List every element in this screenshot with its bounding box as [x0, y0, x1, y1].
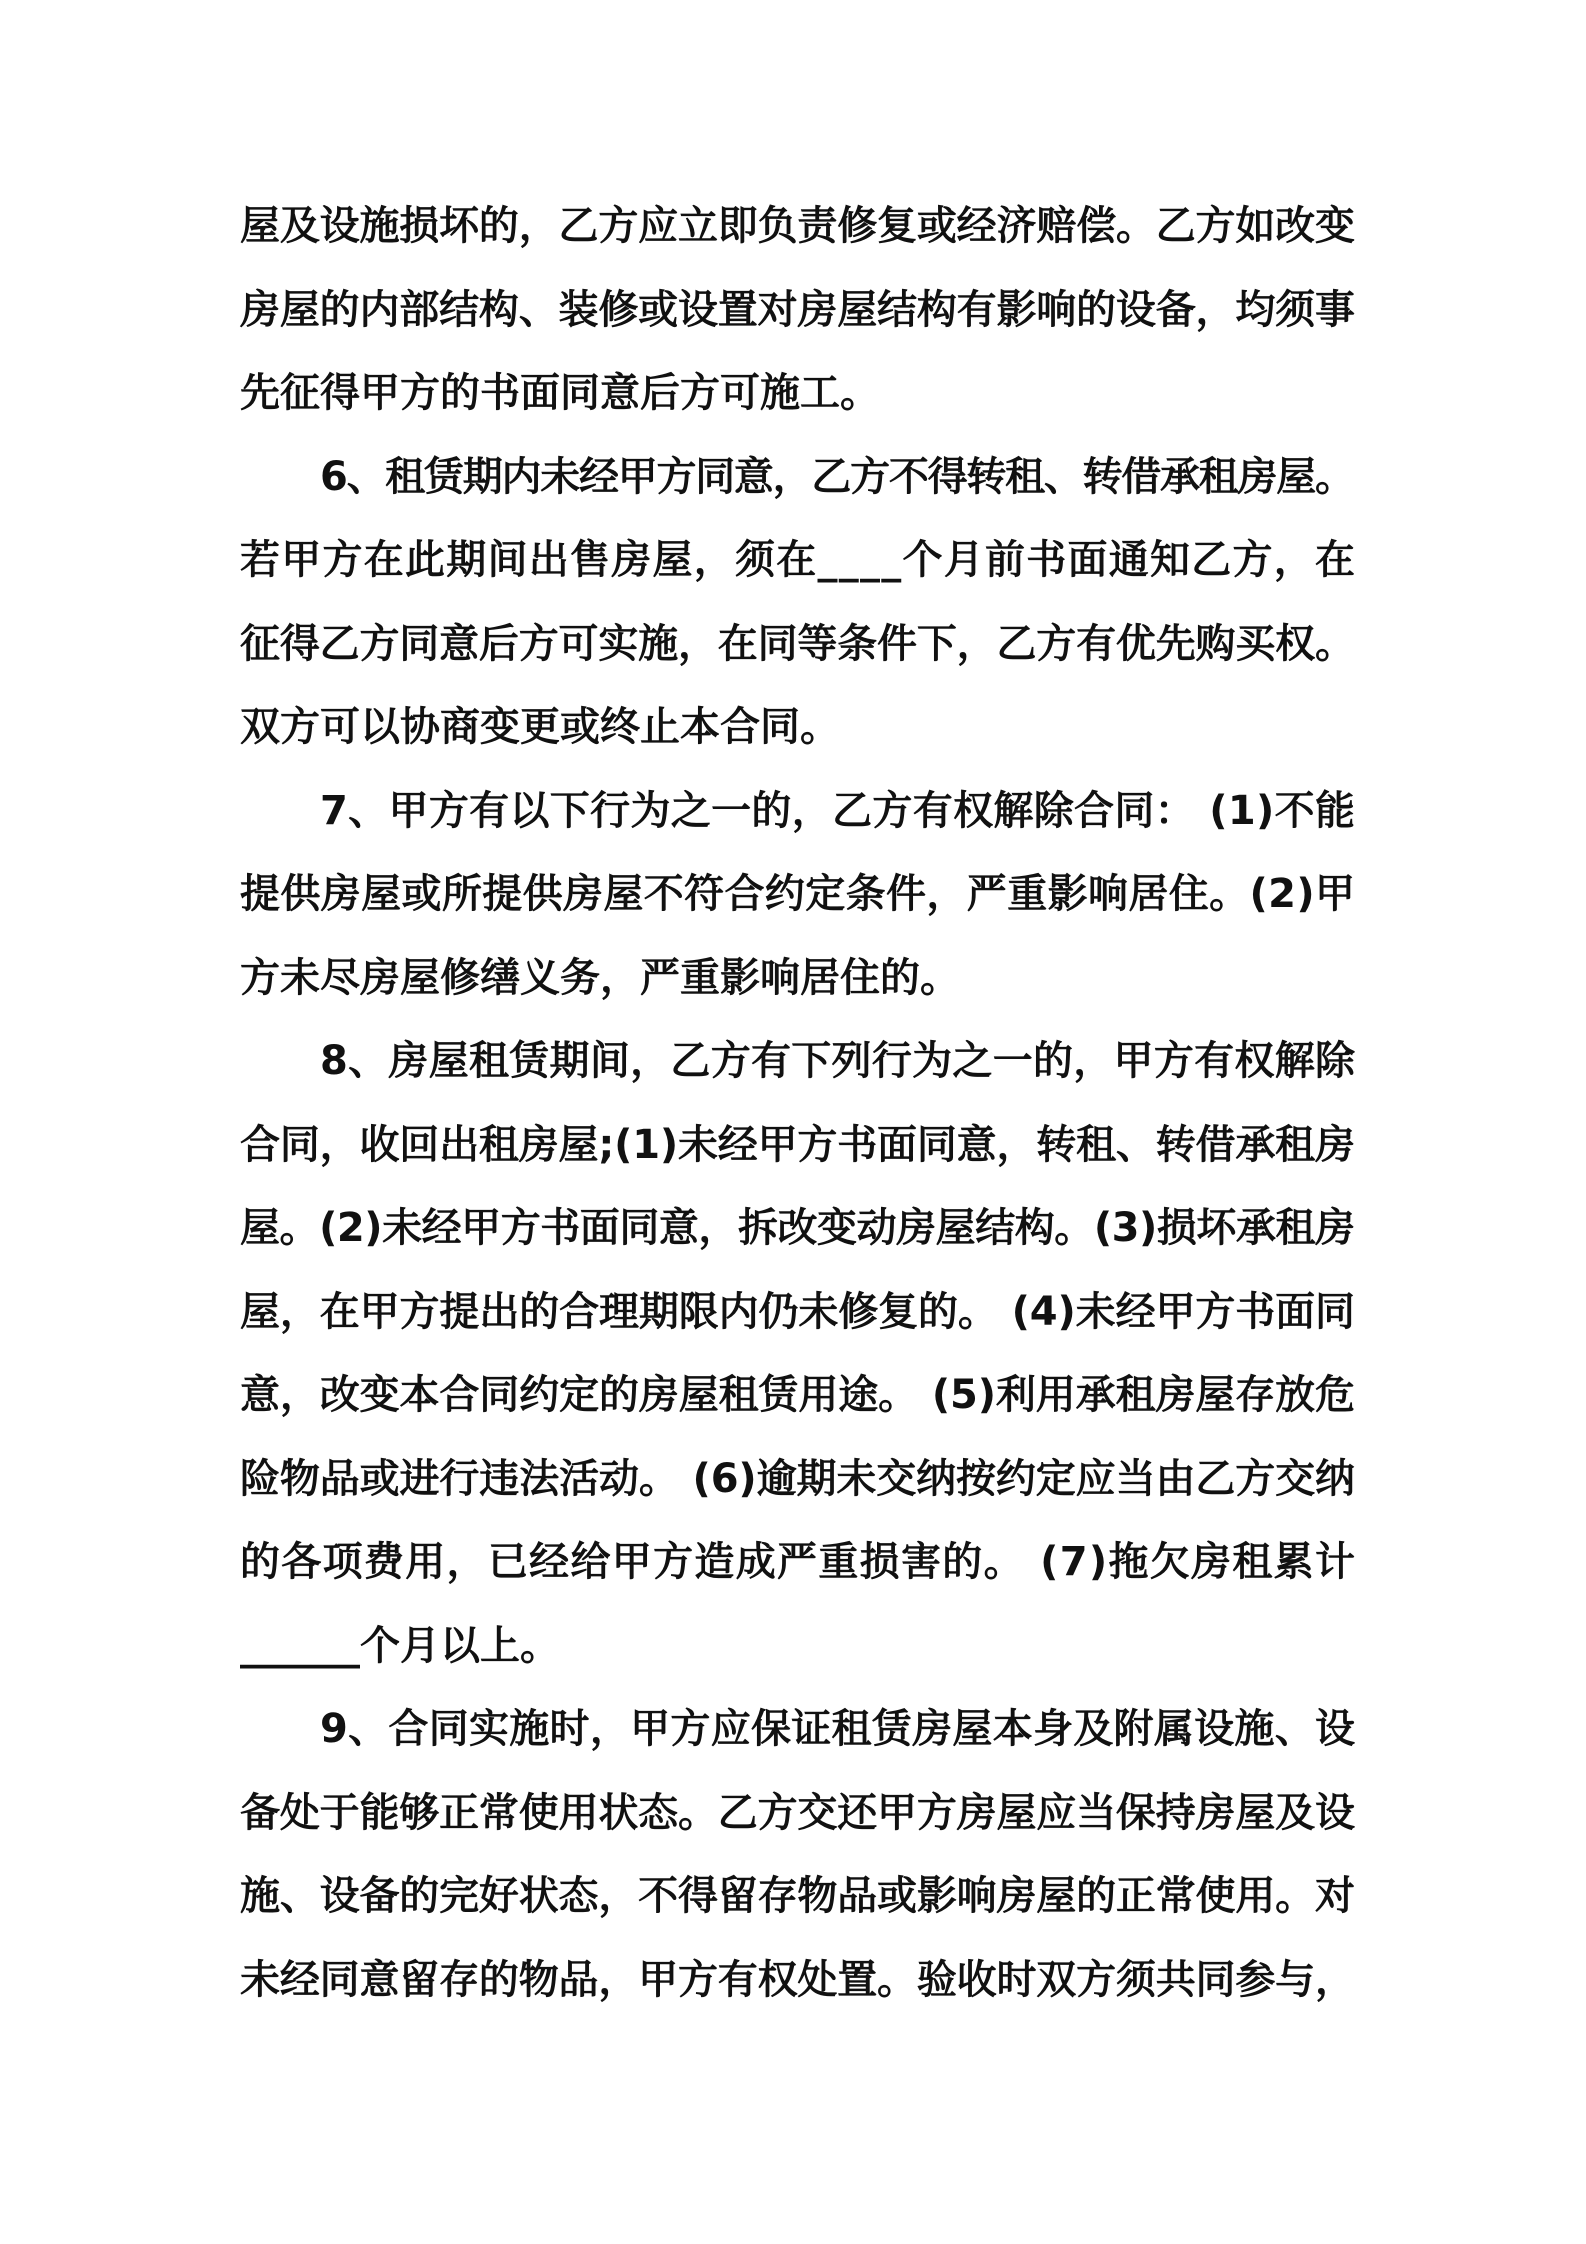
text-line: 意，改变本合同约定的房屋租赁用途。 (5)利用承租房屋存放危 — [240, 1372, 1355, 1418]
text-line: 未经同意留存的物品，甲方有权处置。验收时双方须共同参与， — [240, 1956, 1355, 2003]
text-line: 合同，收回出租房屋;(1)未经甲方书面同意，转租、转借承租房 — [240, 1121, 1355, 1168]
text-line: ______个月以上。 — [240, 1622, 560, 1669]
text-line: 备处于能够正常使用状态。乙方交还甲方房屋应当保持房屋及设 — [240, 1789, 1355, 1836]
text-line: 7、甲方有以下行为之一的，乙方有权解除合同： (1)不能 — [320, 787, 1356, 834]
text-line: 屋及设施损坏的，乙方应立即负责修复或经济赔偿。乙方如改变 — [240, 203, 1355, 249]
text-line: 双方可以协商变更或终止本合同。 — [240, 704, 840, 750]
text-line: 的各项费用，已经给甲方造成严重损害的。 (7)拖欠房租累计 — [240, 1539, 1357, 1585]
text-line: 提供房屋或所提供房屋不符合约定条件，严重影响居住。(2)甲 — [240, 871, 1356, 917]
text-line: 施、设备的完好状态，不得留存物品或影响房屋的正常使用。对 — [240, 1873, 1355, 1919]
text-line: 险物品或进行违法活动。 (6)逾期未交纳按约定应当由乙方交纳 — [240, 1455, 1355, 1502]
text-line: 6、租赁期内未经甲方同意，乙方不得转租、转借承租房屋。 — [320, 453, 1354, 500]
text-line: 屋，在甲方提出的合理期限内仍未修复的。 (4)未经甲方书面同 — [240, 1288, 1355, 1335]
text-line: 征得乙方同意后方可实施，在同等条件下，乙方有优先购买权。 — [240, 620, 1355, 667]
text-line: 方未尽房屋修缮义务，严重影响居住的。 — [240, 954, 960, 1001]
text-line: 若甲方在此期间出售房屋，须在____个月前书面通知乙方，在 — [240, 537, 1357, 583]
contract-text-body — [240, 185, 1355, 2022]
text-line: 房屋的内部结构、装修或设置对房屋结构有影响的设备，均须事 — [240, 286, 1355, 333]
text-line: 先征得甲方的书面同意后方可施工。 — [240, 370, 880, 416]
text-line: 9、合同实施时，甲方应保证租赁房屋本身及附属设施、设 — [320, 1706, 1356, 1752]
text-line: 屋。(2)未经甲方书面同意，拆改变动房屋结构。(3)损坏承租房 — [240, 1205, 1355, 1251]
text-line: 8、房屋租赁期间，乙方有下列行为之一的，甲方有权解除 — [320, 1038, 1356, 1084]
